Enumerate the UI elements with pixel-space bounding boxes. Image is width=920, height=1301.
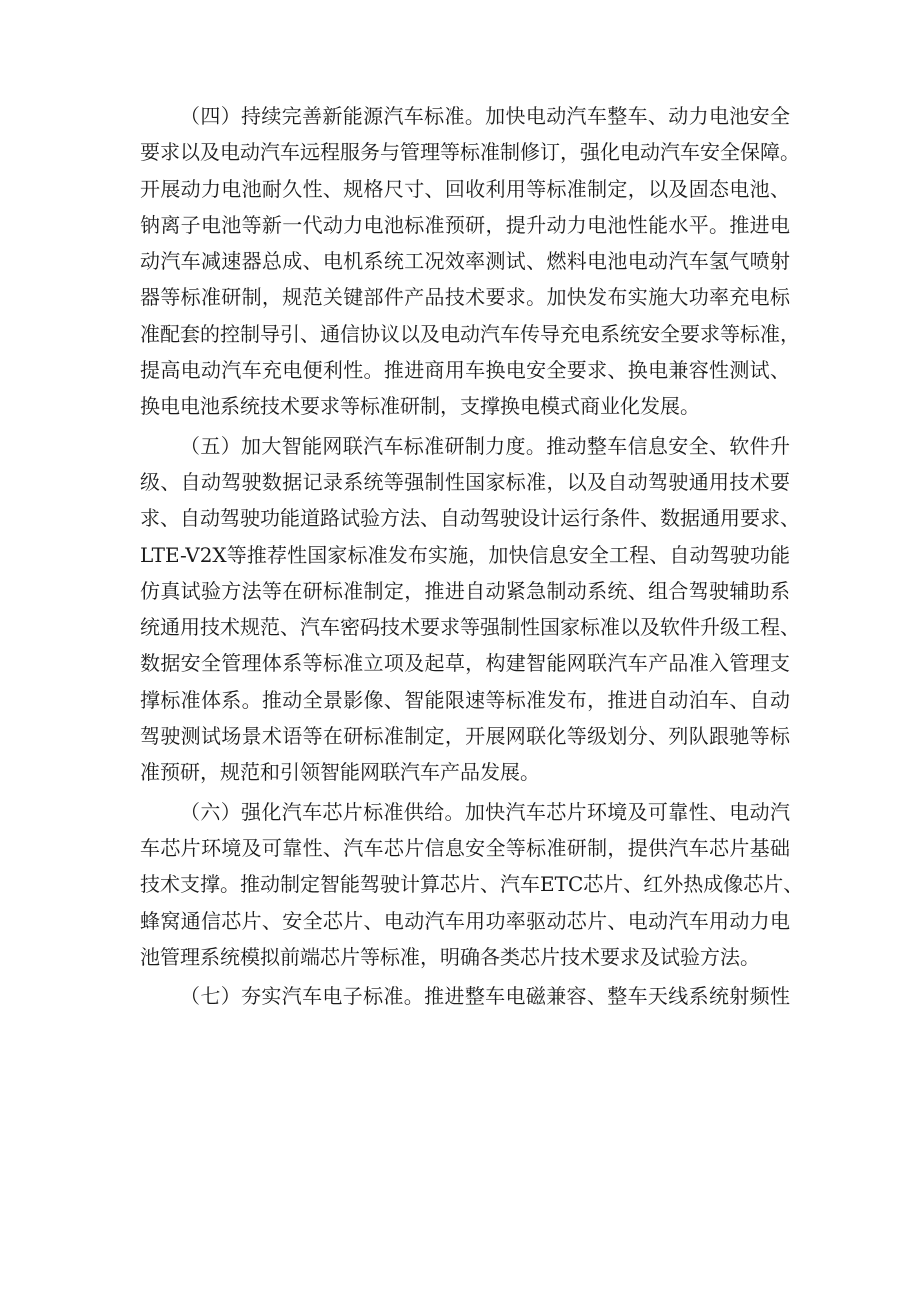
text-line: 钠离子电池等新一代动力电池标准预研，提升动力电池性能水平。推进电	[140, 212, 790, 237]
text-line: 池管理系统模拟前端芯片等标准，明确各类芯片技术要求及试验方法。	[140, 944, 760, 969]
text-line: 准预研，规范和引领智能网联汽车产品发展。	[140, 760, 540, 785]
paragraph-vehicle-chip-standards	[140, 794, 804, 975]
text-line: 动汽车减速器总成、电机系统工况效率测试、燃料电池电动汽车氢气喷射	[140, 249, 790, 274]
paragraph-intelligent-connected-vehicle-standards	[140, 428, 800, 791]
text-line: （五）加大智能网联汽车标准研制力度。推动整车信息安全、软件升	[180, 433, 790, 458]
text-line: 数据安全管理体系等标准立项及起草，构建智能网联汽车产品准入管理支	[140, 651, 790, 676]
text-line: 开展动力电池耐久性、规格尺寸、回收利用等标准制定，以及固态电池、	[140, 176, 790, 201]
paragraph-vehicle-electronics-standards	[140, 978, 790, 1014]
text-line: （七）夯实汽车电子标准。推进整车电磁兼容、整车天线系统射频性	[180, 984, 790, 1009]
text-line: 车芯片环境及可靠性、汽车芯片信息安全等标准研制，提供汽车芯片基础	[140, 835, 790, 860]
text-line: 换电电池系统技术要求等标准研制，支撑换电模式商业化发展。	[140, 394, 700, 419]
text-line: 技术支撑。推动制定智能驾驶计算芯片、汽车ETC芯片、红外热成像芯片、	[140, 872, 804, 897]
text-line: LTE-V2X等推荐性国家标准发布实施，加快信息安全工程、自动驾驶功能	[140, 542, 790, 567]
text-line: 级、自动驾驶数据记录系统等强制性国家标准，以及自动驾驶通用技术要	[140, 469, 790, 494]
text-line: 器等标准研制，规范关键部件产品技术要求。加快发布实施大功率充电标	[140, 285, 790, 310]
text-line: 准配套的控制导引、通信协议以及电动汽车传导充电系统安全要求等标准，	[140, 321, 800, 346]
text-line: （六）强化汽车芯片标准供给。加快汽车芯片环境及可靠性、电动汽	[180, 799, 790, 824]
text-line: 撑标准体系。推动全景影像、智能限速等标准发布，推进自动泊车、自动	[140, 687, 790, 712]
text-line: 统通用技术规范、汽车密码技术要求等强制性国家标准以及软件升级工程、	[140, 615, 800, 640]
text-line: （四）持续完善新能源汽车标准。加快电动汽车整车、动力电池安全	[180, 104, 790, 128]
text-line: 提高电动汽车充电便利性。推进商用车换电安全要求、换电兼容性测试、	[140, 358, 790, 383]
text-line: 蜂窝通信芯片、安全芯片、电动汽车用功率驱动芯片、电动汽车用动力电	[140, 908, 790, 933]
text-line: 要求以及电动汽车远程服务与管理等标准制修订，强化电动汽车安全保障。	[140, 140, 800, 165]
paragraph-new-energy-vehicle-standards	[140, 98, 800, 425]
text-line: 仿真试验方法等在研标准制定，推进自动紧急制动系统、组合驾驶辅助系	[140, 578, 790, 603]
document-body	[140, 98, 804, 1017]
text-line: 驾驶测试场景术语等在研标准制定，开展网联化等级划分、列队跟驰等标	[140, 724, 790, 749]
text-line: 求、自动驾驶功能道路试验方法、自动驾驶设计运行条件、数据通用要求、	[140, 506, 800, 531]
